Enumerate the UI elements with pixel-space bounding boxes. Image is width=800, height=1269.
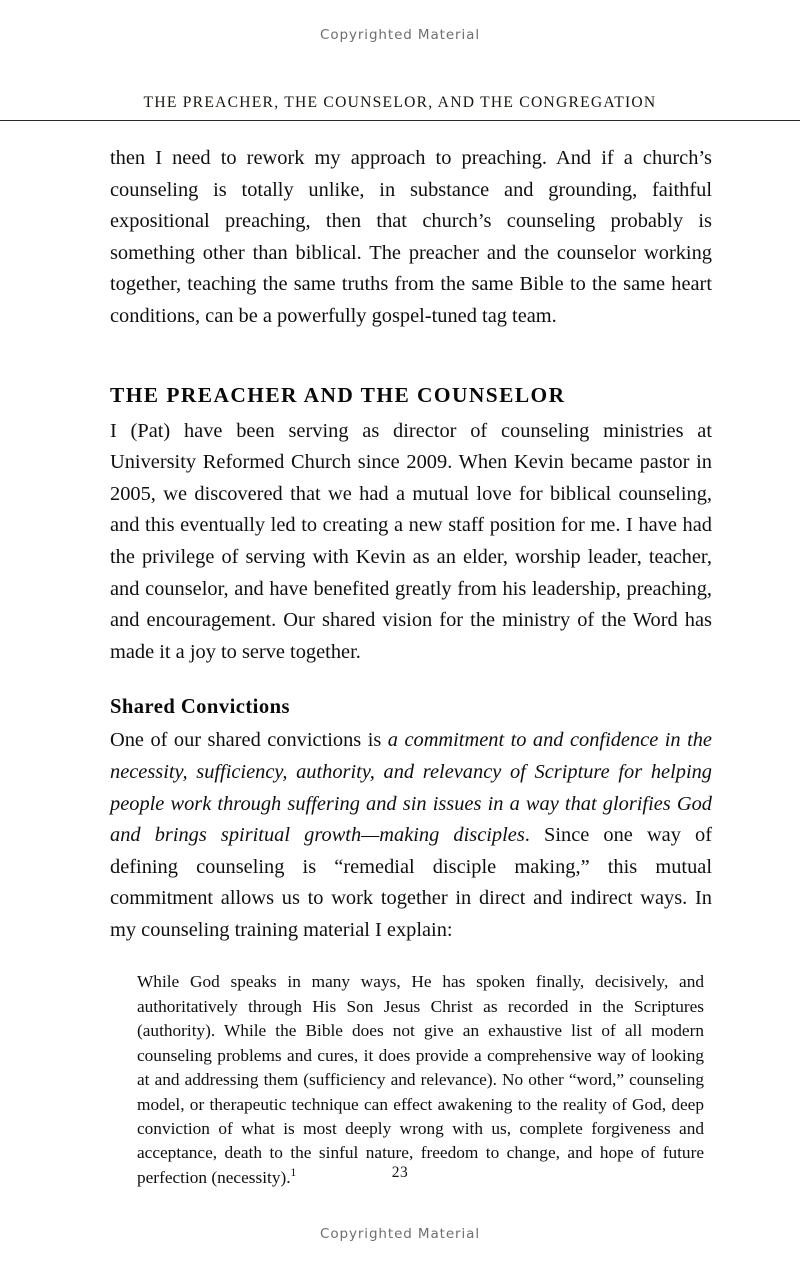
block-quote-body: While God speaks in many ways, He has spoken finally, decisively, and authoritatively through His Son Jesus Christ as recorded in the Scriptures (authority). While the Bible does not give an exhaustive list of all modern counseling problems and cures, it does provide a comprehensive way of looking at and addressing them (sufficiency and relevance). No other “word,” counseling model, or therapeutic technique can effect awakening to the reality of God, deep conviction of what is most deeply wrong with us, complete forgiveness and acceptance, death to the sinful nature, freedom to change, and hope of future perfection (necessity).	[137, 972, 704, 1187]
page-number: 23	[391, 1164, 409, 1181]
section-heading: THE PREACHER AND THE COUNSELOR	[110, 382, 566, 407]
block-quote-extract	[110, 946, 712, 1190]
running-head: THE PREACHER, THE COUNSELOR, AND THE CONGREGATION	[143, 94, 657, 111]
shared-convictions-italic-quote: a commitment to and confidence in the necessity, sufficiency, authority, and relevancy of Scripture for helping people work through suffering and sin issues in a way that glorifies God and brings spiritual growth—making disciples	[110, 729, 712, 847]
header-divider-rule	[0, 120, 800, 121]
shared-convictions-lead-text: One of our shared convictions is	[110, 729, 388, 752]
footnote-reference-marker: 1	[290, 1166, 297, 1179]
text-column	[110, 143, 712, 1190]
block-quote-text	[137, 970, 704, 1190]
shared-convictions-tail-text: . Since one way of defining counseling is “remedial disciple making,” this mutual commitment allows us to work together in direct and indirect ways. In my counseling training material I explain:	[110, 824, 713, 941]
copyright-watermark-bottom: Copyrighted Material	[320, 1226, 480, 1242]
paragraph-shared-convictions	[110, 725, 712, 946]
sub-heading-shared-convictions: Shared Convictions	[110, 696, 290, 719]
copyright-watermark-top: Copyrighted Material	[320, 27, 480, 43]
paragraph-continuation: then I need to rework my approach to preaching. And if a church’s counseling is totally unlike, in substance and grounding, faithful expositional preaching, then that church’s counseling probably is something other than biblical. The preacher and the counselor working together, teaching the same truths from the same Bible to the same heart conditions, can be a powerfully gospel-tuned tag team.	[110, 147, 712, 327]
paragraph-preacher-and-counselor: I (Pat) have been serving as director of counseling ministries at University Reformed Church since 2009. When Kevin became pastor in 2005, we discovered that we had a mutual love for biblical counseling, and this eventually led to creating a new staff position for me. I have had the privilege of serving with Kevin as an elder, worship leader, teacher, and counselor, and have benefited greatly from his leadership, preaching, and encouragement. Our shared vision for the ministry of the Word has made it a joy to serve together.	[110, 419, 712, 663]
